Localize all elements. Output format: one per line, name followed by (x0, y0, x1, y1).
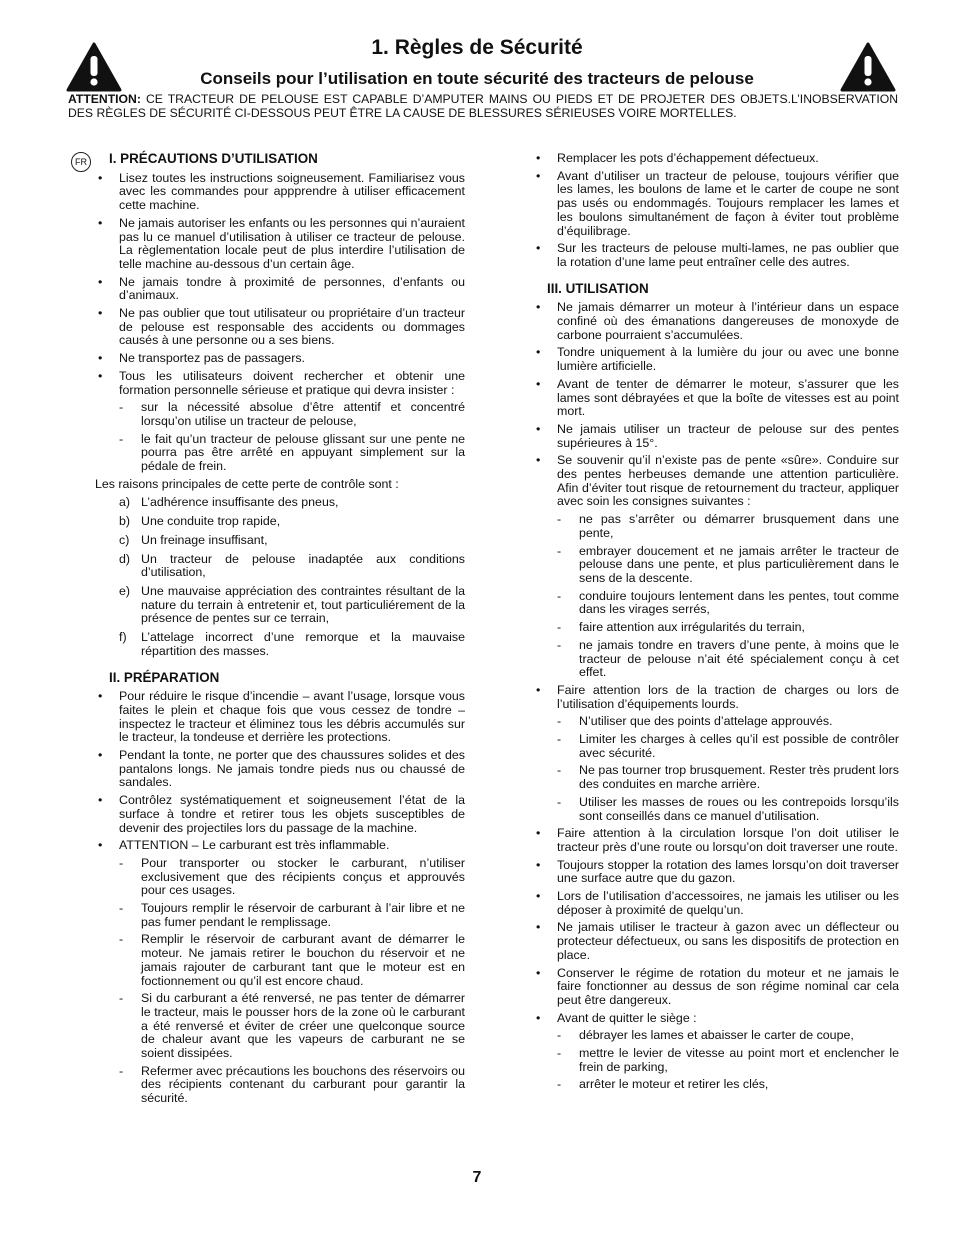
lettered-item: e) Une mauvaise appréciation des contraintes résultant de la nature du terrain à entretenir et, tout particuliérement de la présence de pentes sur ce terrain, (119, 583, 465, 626)
sub-item: - N’utiliser que des points d’attelage approuvés. (533, 715, 899, 729)
list-item: • Remplacer les pots d’échappement défectueux. (533, 152, 899, 166)
list-item: • Tondre uniquement à la lumière du jour ou avec une bonne lumière artificielle. (533, 346, 899, 373)
sub-item: - Refermer avec précautions les bouchons des réservoirs ou des récipients contenant du carburant pour garantir la sécurité. (95, 1065, 465, 1106)
sub-item: - embrayer doucement et ne jamais arrêter le tracteur de pelouse dans une pente, et plus particulièrement dans le sens de la descente. (533, 545, 899, 586)
lettered-item: f) L’attelage incorrect d’une remorque et la mauvaise répartition des masses. (119, 630, 465, 658)
list-item: • Faire attention à la circulation lorsque l’on doit utiliser le tracteur près d’une route ou lorsqu’on doit traverser une route. (533, 827, 899, 854)
list-item: • Avant de quitter le siège : (533, 1012, 899, 1026)
sub-item: - débrayer les lames et abaisser le carter de coupe, (533, 1029, 899, 1043)
language-badge: FR (71, 152, 91, 172)
list-item: • Ne jamais démarrer un moteur à l’intérieur dans un espace confiné où des émanations dangereuses de monoxyde de carbone pourraient s’accumulées. (533, 301, 899, 342)
list-item: • Ne transportez pas de passagers. (95, 352, 465, 366)
list-item: • Lisez toutes les instructions soigneusement. Familiarisez vous avec les commandes pour appprendre à utiliser efficacement cette machine. (95, 172, 465, 213)
lettered-item: d) Un tracteur de pelouse inadaptée aux conditions d’utilisation, (119, 551, 465, 580)
sub-item: - Limiter les charges à celles qu’il est possible de contrôler avec sécurité. (533, 733, 899, 760)
list-item: • Sur les tracteurs de pelouse multi-lames, ne pas oublier que la rotation d’une lame peut entraîner celle des autres. (533, 242, 899, 269)
list-item: • Avant d’utiliser un tracteur de pelouse, toujours vérifier que les lames, les boulons de lame et le carter de coupe ne sont pas usés ou endommagés. Toujours remplacer les lames et les boulons simultanément de façon à éviter tout problème d’équilibrage. (533, 170, 899, 239)
page-subtitle: Conseils pour l’utilisation en toute sécurité des tracteurs de pelouse (200, 69, 754, 88)
lettered-item: a) L’adhérence insuffisante des pneus, (119, 495, 339, 510)
section-title: III. UTILISATION (547, 280, 649, 296)
sub-item: - Pour transporter ou stocker le carburant, n’utiliser exclusivement que des récipients conçus et approuvés pour ces usages. (95, 857, 465, 898)
page-title: 1. Règles de Sécurité (371, 36, 583, 59)
list-item: • Toujours stopper la rotation des lames lorsqu’on doit traverser une surface autre que du gazon. (533, 859, 899, 886)
list-item: • Contrôlez systématiquement et soigneusement l’état de la surface à tondre et retirer tous les objets susceptibles de devenir des projectiles lors du passage de la machine. (95, 794, 465, 835)
list-item: • Pendant la tonte, ne porter que des chaussures solides et des pantalons longs. Ne jamais tondre pieds nus ou chaussé de sandales. (95, 749, 465, 790)
sub-item: - le fait qu’un tracteur de pelouse glissant sur une pente ne pourra pas être arrêté en appuyant simplement sur la pédale de frein. (95, 433, 465, 474)
section-title: I. PRÉCAUTIONS D’UTILISATION (109, 151, 318, 166)
sub-item: - Toujours remplir le réservoir de carburant à l’air libre et ne pas fumer pendant le remplissage. (95, 902, 465, 929)
list-item: • Lors de l’utilisation d’accessoires, ne jamais les utiliser ou les déposer à proximité de quelqu’un. (533, 890, 899, 917)
sub-item: - ne pas s’arrêter ou démarrer brusquement dans une pente, (533, 513, 899, 540)
list-item: • Avant de tenter de démarrer le moteur, s’assurer que les lames sont débrayées et que la boîte de vitesses est au point mort. (533, 378, 899, 419)
sub-item: - ne jamais tondre en travers d’une pente, à moins que le tracteur de pelouse n’ait été spécialement conçu à cet effet. (533, 639, 899, 680)
sub-item: - Utiliser les masses de roues ou les contrepoids lorsqu’ils sont conseillés dans ce manuel d’utilisation. (533, 796, 899, 823)
lettered-item: c) Un freinage insuffisant, (119, 532, 268, 547)
list-item: • Tous les utilisateurs doivent rechercher et obtenir une formation personnelle sérieuse et pratique qui devra insister : (95, 370, 465, 397)
list-item: • Ne pas oublier que tout utilisateur ou propriétaire d’un tracteur de pelouse est responsable des accidents ou dommages causés à une personne ou a ses biens. (95, 307, 465, 348)
list-item: • Ne jamais utiliser un tracteur de pelouse sur des pentes supérieures à 15°. (533, 423, 899, 450)
list-item: • Pour réduire le risque d’incendie – avant l’usage, lorsque vous faites le plein et chaque fois que vous cessez de tondre – inspectez le tracteur et éliminez tous les débris accumulés sur le tracteur, la tondeuse et derrière les protections. (95, 690, 465, 745)
list-item: • Ne jamais autoriser les enfants ou les personnes qui n’auraient pas lu ce manuel d’utilisation à utiliser ce tracteur de pelouse. La règlementation locale peut de plus interdire l’utilisation de telle machine au-dessous d’un certain âge. (95, 217, 465, 272)
sub-item: - Ne pas tourner trop brusquement. Rester très prudent lors des conduites en marche arrière. (533, 764, 899, 791)
sub-item: - mettre le levier de vitesse au point mort et enclencher le frein de parking, (533, 1047, 899, 1074)
page-number: 7 (472, 1169, 482, 1186)
sub-item: - conduire toujours lentement dans les pentes, tout comme dans les virages serrés, (533, 590, 899, 617)
section-title: II. PRÉPARATION (109, 669, 220, 685)
list-item: • Ne jamais tondre à proximité de personnes, d’enfants ou d’animaux. (95, 276, 465, 303)
list-item: • Ne jamais utiliser le tracteur à gazon avec un déflecteur ou protecteur défectueux, ou sans les dispositifs de protection en place. (533, 921, 899, 962)
sub-item: - Si du carburant a été renversé, ne pas tenter de démarrer le tracteur, mais le pousser hors de la zone où le carburant a été renversé et éviter de créer une quelconque source de chaleur avant que les vapeurs de carburant ne se soient dissipées. (95, 992, 465, 1061)
sub-item: - sur la nécessité absolue d’être attentif et concentré lorsqu’on utilise un tracteur de pelouse, (95, 401, 465, 428)
paragraph: Les raisons principales de cette perte de contrôle sont : (95, 476, 399, 491)
right-column (533, 152, 899, 1096)
lettered-item: b) Une conduite trop rapide, (119, 514, 281, 529)
list-item: • Faire attention lors de la traction de charges ou lors de l’utilisation d’équipements lourds. (533, 684, 899, 711)
list-item: • Se souvenir qu’il n’existe pas de pente «sûre». Conduire sur des pentes herbeuses demande une attention particulière. Afin d’éviter tout risque de retournement du tracteur, appliquer avec soin les consignes suivantes : (533, 454, 899, 509)
sub-item: - arrêter le moteur et retirer les clés, (533, 1078, 899, 1092)
left-column (95, 152, 465, 1110)
attention-label: ATTENTION: (68, 92, 141, 106)
list-item: • Conserver le régime de rotation du moteur et ne jamais le faire fonctionner au dessus de son régime nominal car cela peut être dangereux. (533, 967, 899, 1008)
sub-item: - faire attention aux irrégularités du terrain, (533, 621, 899, 635)
attention-text: CE TRACTEUR DE PELOUSE EST CAPABLE D’AMPUTER MAINS OU PIEDS ET DE PROJETER DES OBJETS.L’INOBSERVATION DES RÈGLES DE SÉCURITÉ CI-DESSOUS PEUT ÊTRE LA CAUSE DE BLESSURES SÉRIEUSES VOIRE MORTELLES. (68, 92, 898, 120)
attention-notice (68, 92, 898, 120)
sub-item: - Remplir le réservoir de carburant avant de démarrer le moteur. Ne jamais retirer le bouchon du réservoir et ne jamais rajouter de carburant tant que le moteur est en foctionnement ou qu’il est encore chaud. (95, 933, 465, 988)
list-item: • ATTENTION – Le carburant est très inflammable. (95, 839, 465, 853)
